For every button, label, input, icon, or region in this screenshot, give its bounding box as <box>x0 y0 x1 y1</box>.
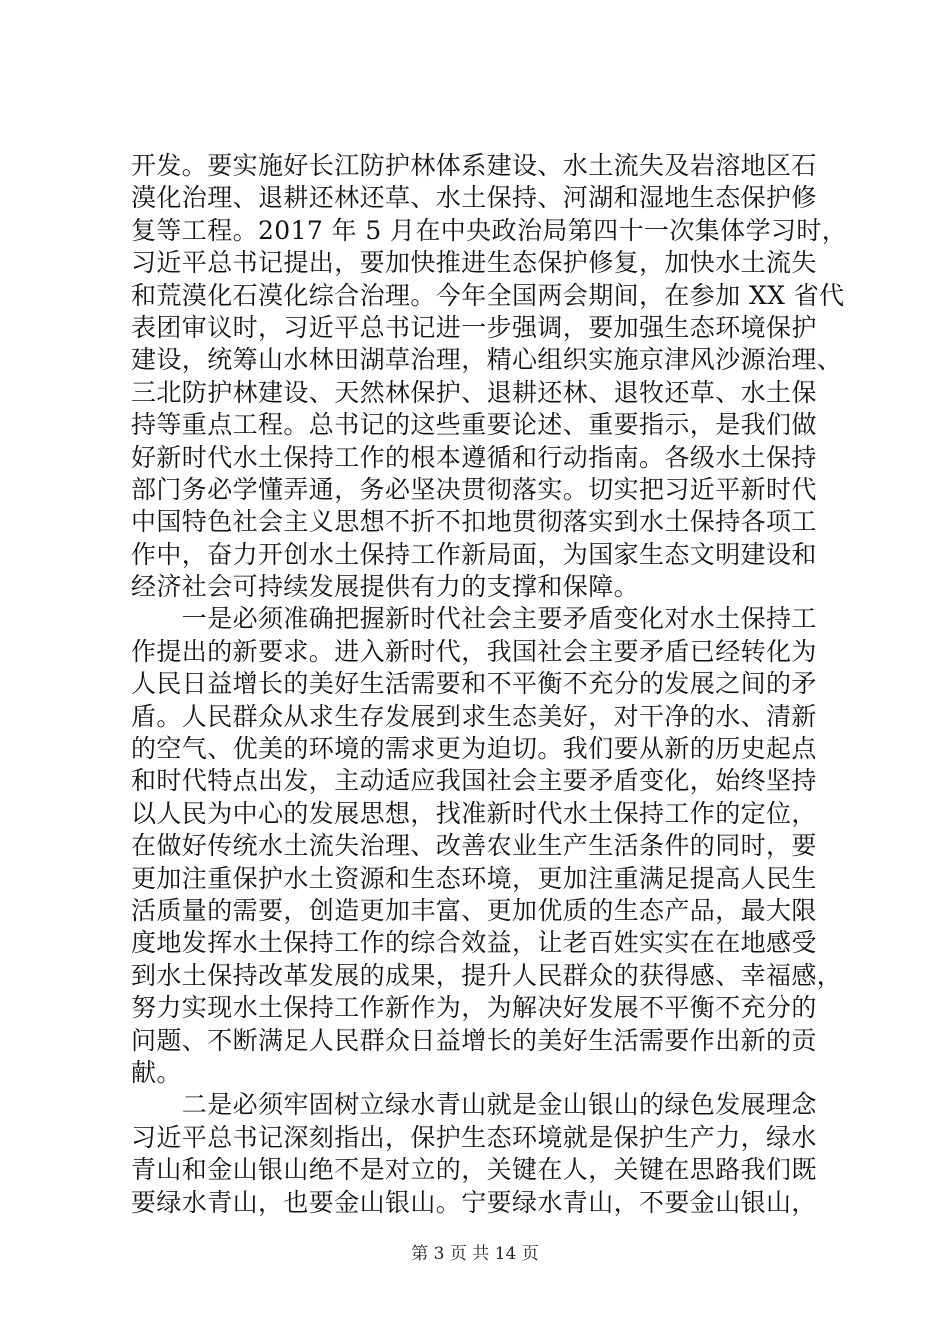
text-line: 经济社会可持续发展提供有力的支撑和保障。 <box>131 572 640 602</box>
text-line: 开发。要实施好长江防护林体系建设、水土流失及岩溶地区石 <box>131 151 817 180</box>
text-line: 表团审议时，习近平总书记进一步强调，要加强生态环境保护 <box>131 312 817 342</box>
text-line: 建设，统筹山水林田湖草治理，精心组织实施京津风沙源治理、 <box>131 345 843 375</box>
text-line: 习近平总书记深刻指出，保护生态环境就是保护生产力，绿水 <box>131 1122 817 1152</box>
text-line: 人民日益增长的美好生活需要和不平衡不充分的发展之间的矛 <box>131 669 817 699</box>
text-line: 复等工程。2017 年 5 月在中央政治局第四十一次集体学习时， <box>131 215 848 245</box>
text-line: 献。 <box>131 1057 182 1087</box>
text-line: 盾。人民群众从求生存发展到求生态美好，对干净的水、清新 <box>131 701 817 731</box>
document-body <box>131 150 851 1219</box>
text-line: 习近平总书记提出，要加快推进生态保护修复，加快水土流失 <box>131 248 817 278</box>
text-line: 在做好传统水土流失治理、改善农业生产生活条件的同时，要 <box>131 831 817 861</box>
text-line: 问题、不断满足人民群众日益增长的美好生活需要作出新的贡 <box>131 1025 817 1055</box>
text-line: 一是必须准确把握新时代社会主要矛盾变化对水土保持工 <box>131 604 817 634</box>
text-line: 持等重点工程。总书记的这些重要论述、重要指示，是我们做 <box>131 410 817 440</box>
text-line: 和时代特点出发，主动适应我国社会主要矛盾变化，始终坚持 <box>131 766 817 796</box>
text-line: 度地发挥水土保持工作的综合效益，让老百姓实实在在地感受 <box>131 928 817 958</box>
text-line: 以人民为中心的发展思想，找准新时代水土保持工作的定位， <box>131 798 817 828</box>
text-line: 作中，奋力开创水土保持工作新局面，为国家生态文明建设和 <box>131 539 817 569</box>
text-line: 作提出的新要求。进入新时代，我国社会主要矛盾已经转化为 <box>131 636 817 666</box>
page-footer: 第 3 页 共 14 页 <box>411 1244 539 1264</box>
text-line: 好新时代水土保持工作的根本遵循和行动指南。各级水土保持 <box>131 442 817 472</box>
text-line: 中国特色社会主义思想不折不扣地贯彻落实到水土保持各项工 <box>131 507 817 537</box>
text-line: 青山和金山银山绝不是对立的，关键在人，关键在思路我们既 <box>131 1155 817 1185</box>
text-line: 和荒漠化石漠化综合治理。今年全国两会期间，在参加 XX 省代 <box>131 280 845 310</box>
text-line: 要绿水青山，也要金山银山。宁要绿水青山，不要金山银山， <box>131 1187 817 1217</box>
text-line: 活质量的需要，创造更加丰富、更加优质的生态产品，最大限 <box>131 895 817 925</box>
text-line: 三北防护林建设、天然林保护、退耕还林、退牧还草、水土保 <box>131 377 817 407</box>
text-line: 漠化治理、退耕还林还草、水土保持、河湖和湿地生态保护修 <box>131 183 817 213</box>
text-line: 努力实现水土保持工作新作为，为解决好发展不平衡不充分的 <box>131 993 817 1023</box>
text-line: 到水土保持改革发展的成果，提升人民群众的获得感、幸福感， <box>131 960 843 990</box>
text-line: 的空气、优美的环境的需求更为迫切。我们要从新的历史起点 <box>131 734 817 764</box>
text-line: 部门务必学懂弄通，务必坚决贯彻落实。切实把习近平新时代 <box>131 474 817 504</box>
text-line: 二是必须牢固树立绿水青山就是金山银山的绿色发展理念 <box>131 1090 817 1120</box>
text-line: 更加注重保护水土资源和生态环境，更加注重满足提高人民生 <box>131 863 817 893</box>
